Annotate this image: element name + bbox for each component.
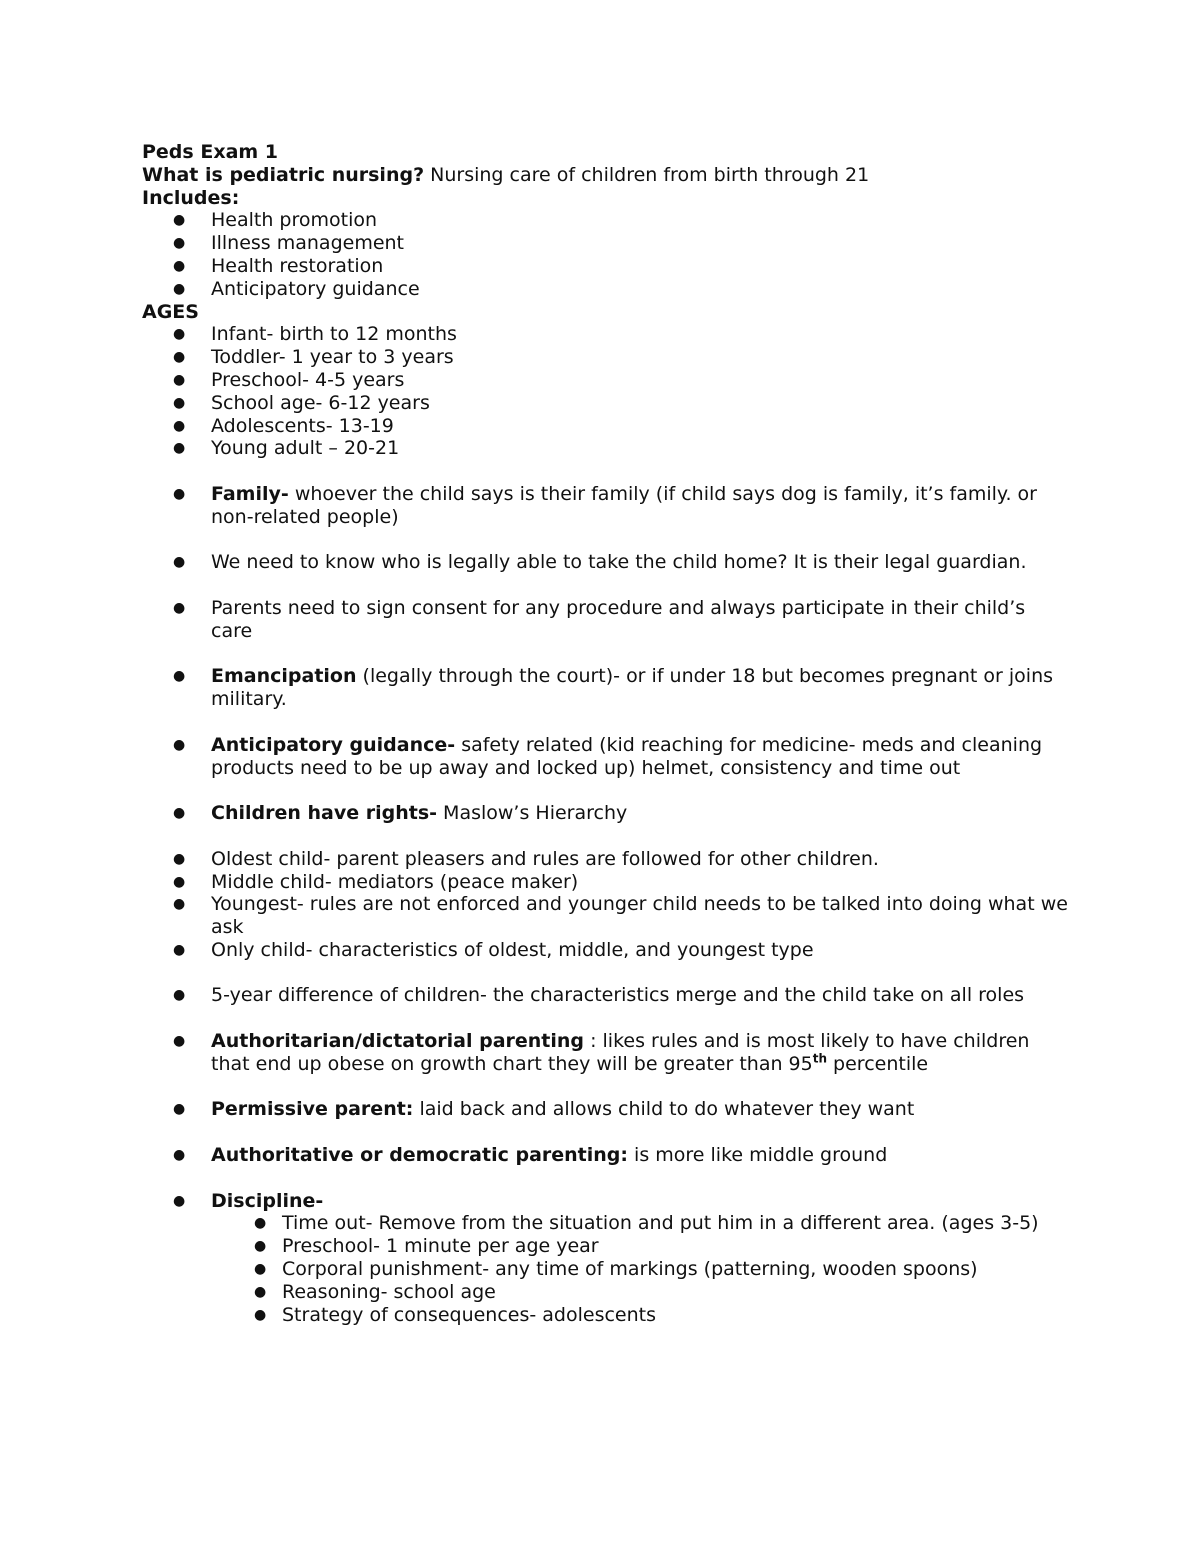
bullet-icon: ● [254,1306,267,1323]
bullet-icon: ● [173,280,186,297]
bullet-icon: ● [254,1283,267,1300]
discipline-item: ● Reasoning- school age [254,1280,496,1303]
intro-label: What is pediatric nursing? [142,163,425,186]
intro-line [142,164,1072,187]
notes-list [142,483,1072,1326]
list-item: ● Illness management [173,232,405,255]
rights-note: ● Children have rights- Maslow’s Hierarchy [173,802,628,825]
authoritarian-note: ● Authoritarian/dictatorial parenting : likes rules and is most likely to have children that end up obese on growth chart they will be greater than 95th percentile [173,1030,1030,1075]
list-item: ● Preschool- 4-5 years [173,368,405,391]
bullet-icon: ● [173,987,186,1004]
document-title: Peds Exam 1 [142,141,279,163]
discipline-note: ● Discipline- [173,1189,324,1212]
bullet-icon: ● [173,235,186,252]
bullet-icon: ● [173,1192,186,1209]
list-item: ● Health restoration [173,254,384,277]
bullet-icon: ● [254,1261,267,1278]
bullet-icon: ● [173,440,186,457]
ages-list [142,323,1072,460]
bullet-icon: ● [173,212,186,229]
bullet-icon: ● [173,873,186,890]
list-item: ● Health promotion [173,209,378,232]
bullet-icon: ● [173,805,186,822]
bullet-icon: ● [173,371,186,388]
ages-heading: AGES [142,300,199,323]
bullet-icon: ● [173,599,186,616]
birth-order-item: ● Middle child- mediators (peace maker) [173,870,579,893]
bullet-icon: ● [173,896,186,913]
discipline-item: ● Strategy of consequences- adolescents [254,1303,656,1326]
bullet-icon: ● [173,668,186,685]
discipline-item: ● Corporal punishment- any time of markings (patterning, wooden spoons) [254,1258,978,1281]
discipline-item: ● Preschool- 1 minute per age year [254,1235,599,1258]
authoritative-note: ● Authoritative or democratic parenting: is more like middle ground [173,1144,888,1167]
bullet-icon: ● [173,1033,186,1050]
document-body [142,141,1072,1326]
bullet-icon: ● [173,485,186,502]
discipline-item: ● Time out- Remove from the situation and put him in a different area. (ages 3-5) [254,1212,1039,1235]
bullet-icon: ● [173,417,186,434]
list-item: ● Anticipatory guidance [173,277,420,300]
permissive-note: ● Permissive parent: laid back and allows child to do whatever they want [173,1098,915,1121]
list-item: ● Toddler- 1 year to 3 years [173,346,454,369]
emancipation-note: ● Emancipation (legally through the court)- or if under 18 but becomes pregnant or joins military. [173,665,1054,711]
family-note: ● Family- whoever the child says is their family (if child says dog is family, it’s family. or non-related people) [173,482,1037,528]
guardian-note: ● We need to know who is legally able to take the child home? It is their legal guardian. [173,551,1027,574]
list-item: ● Infant- birth to 12 months [173,323,457,346]
bullet-icon: ● [173,394,186,411]
bullet-icon: ● [173,1101,186,1118]
anticipatory-note: ● Anticipatory guidance- safety related (kid reaching for medicine- meds and cleaning products need to be up away and locked up) helmet, consistency and time out [173,733,1043,779]
list-item: ● Adolescents- 13-19 [173,414,394,437]
birth-order-item: ● Oldest child- parent pleasers and rules are followed for other children. [173,847,879,870]
bullet-icon: ● [254,1215,267,1232]
bullet-icon: ● [173,1147,186,1164]
bullet-icon: ● [173,850,186,867]
list-item: ● Young adult – 20-21 [173,437,400,460]
five-year-note: ● 5-year difference of children- the characteristics merge and the child take on all roles [173,984,1025,1007]
bullet-icon: ● [173,349,186,366]
birth-order-item: ● Only child- characteristics of oldest, middle, and youngest type [173,938,814,961]
includes-list [142,209,1072,300]
bullet-icon: ● [173,941,186,958]
birth-order-item: ● Youngest- rules are not enforced and younger child needs to be talked into doing what we ask [173,893,1068,939]
includes-heading: Includes: [142,186,240,209]
bullet-icon: ● [173,257,186,274]
bullet-icon: ● [173,736,186,753]
bullet-icon: ● [173,554,186,571]
list-item: ● School age- 6-12 years [173,391,430,414]
bullet-icon: ● [173,326,186,343]
bullet-icon: ● [254,1238,267,1255]
consent-note: ● Parents need to sign consent for any procedure and always participate in their child’s care [173,596,1026,642]
intro-text: Nursing care of children from birth through 21 [424,163,870,186]
